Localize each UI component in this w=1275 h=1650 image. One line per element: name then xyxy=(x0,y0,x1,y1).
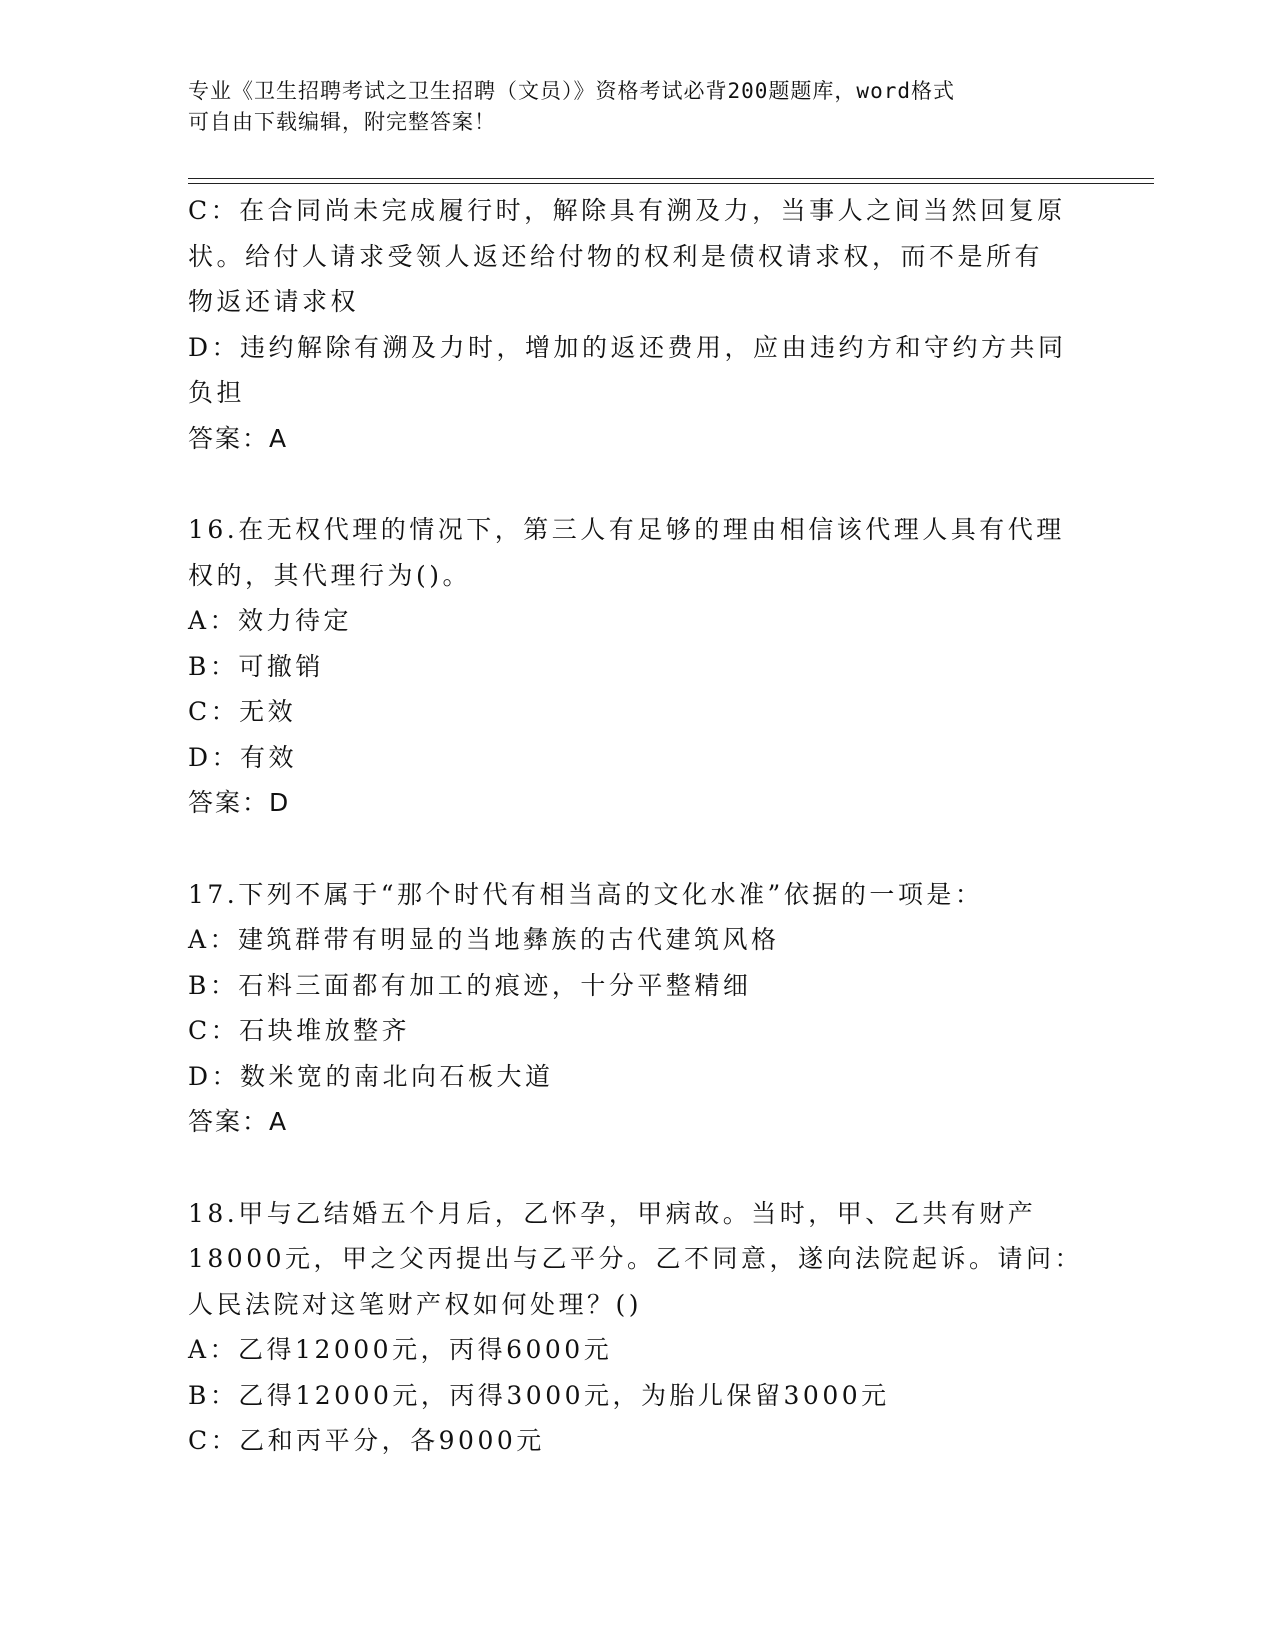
answer-label: 答案：A xyxy=(188,1107,289,1136)
option-b: B：可撤销 xyxy=(188,651,324,681)
option-a: A：效力待定 xyxy=(188,606,353,635)
answer-label: 答案：D xyxy=(188,788,291,817)
option-c-line-2: 状。给付人请求受领人返还给付物的权利是债权请求权，而不是所有 xyxy=(188,241,1044,271)
question-17 xyxy=(188,872,1088,1145)
question-stem-line-1: 18.甲与乙结婚五个月后，乙怀孕，甲病故。当时，甲、乙共有财产 xyxy=(188,1198,1037,1228)
option-c: C：乙和丙平分，各9000元 xyxy=(188,1426,545,1455)
question-stem-line-3: 人民法院对这笔财产权如何处理？() xyxy=(188,1289,643,1319)
option-c-line-3: 物返还请求权 xyxy=(188,287,360,316)
question-16 xyxy=(188,507,1088,826)
question-15-continued xyxy=(188,188,1088,461)
option-b: B：乙得12000元，丙得3000元，为胎儿保留3000元 xyxy=(188,1380,890,1410)
option-c: C：无效 xyxy=(188,697,297,726)
option-a: A：建筑群带有明显的当地彝族的古代建筑风格 xyxy=(188,925,780,954)
question-stem-line-1: 17.下列不属于“那个时代有相当高的文化水准”依据的一项是： xyxy=(188,879,984,909)
option-c: C：石块堆放整齐 xyxy=(188,1016,411,1045)
header-double-rule xyxy=(188,178,1154,184)
option-d-line-2: 负担 xyxy=(188,378,246,407)
question-stem-line-1: 16.在无权代理的情况下，第三人有足够的理由相信该代理人具有代理 xyxy=(188,515,1065,544)
option-d: D：有效 xyxy=(188,742,298,772)
option-b: B：石料三面都有加工的痕迹，十分平整精细 xyxy=(188,970,752,1000)
question-stem-line-2: 权的，其代理行为()。 xyxy=(188,560,472,590)
option-c-line-1: C：在合同尚未完成履行时，解除具有溯及力，当事人之间当然回复原 xyxy=(188,196,1066,225)
question-stem-line-2: 18000元，甲之父丙提出与乙平分。乙不同意，遂向法院起诉。请问： xyxy=(188,1244,1084,1273)
document-header xyxy=(188,76,1068,138)
header-line-1: 专业《卫生招聘考试之卫生招聘（文员）》资格考试必背200题题库，word格式 xyxy=(188,79,955,103)
option-d: D：数米宽的南北向石板大道 xyxy=(188,1061,554,1091)
document-body xyxy=(188,188,1088,1464)
question-18 xyxy=(188,1191,1088,1464)
option-d-line-1: D：违约解除有溯及力时，增加的返还费用，应由违约方和守约方共同 xyxy=(188,332,1067,362)
header-line-2: 可自由下载编辑，附完整答案！ xyxy=(188,110,496,134)
option-a: A：乙得12000元，丙得6000元 xyxy=(188,1335,613,1364)
answer-label: 答案：A xyxy=(188,423,289,453)
